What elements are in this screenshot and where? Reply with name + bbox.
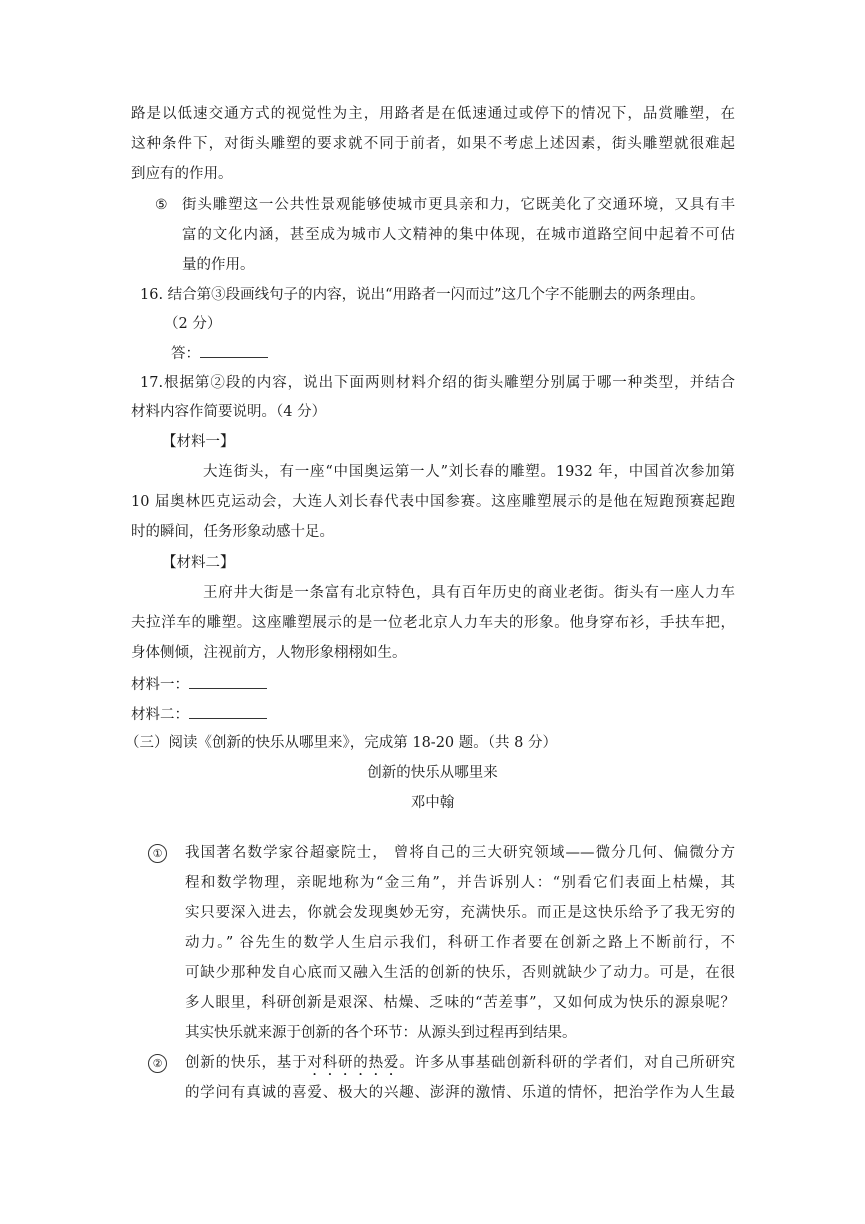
- text-line: 可缺少那种发自心底而又融入生活的创新的快乐，否则就缺少了动力。可是，在很: [185, 965, 735, 981]
- text-line: 10 届奥林匹克运动会，大连人刘长春代表中国参赛。这座雕塑展示的是他在短跑预赛起跑: [131, 494, 735, 510]
- text-line: [185, 1053, 735, 1075]
- text-line: 这种条件下，对街头雕塑的要求就不同于前者，如果不考虑上述因素，街头雕塑就很难起: [131, 136, 735, 152]
- answer-label: 答：: [171, 346, 200, 362]
- text-line: 街头雕塑这一公共性景观能够使城市更具亲和力，它既美化了交通环境，又具有丰: [182, 197, 735, 213]
- text-line: 其实快乐就来源于创新的各个环节：从源头到过程再到结果。: [185, 1025, 577, 1041]
- text-line: 身体侧倾，注视前方，人物形象栩栩如生。: [131, 645, 407, 661]
- answer-blank[interactable]: [189, 674, 267, 689]
- text-line: 量的作用。: [182, 257, 255, 273]
- text-line: 的学问有真诚的喜爱、极大的兴趣、澎湃的激情、乐道的情怀，把治学作为人生最: [185, 1085, 735, 1101]
- text-segment: 。许多从事基础创新科研的学者们，对自己所研究: [399, 1055, 735, 1071]
- paragraph-number: ①: [148, 844, 167, 863]
- question-17: 17.根据第②段的内容，说出下面两则材料介绍的街头雕塑分别属于哪一种类型，并结合: [140, 375, 735, 391]
- text-line: 富的文化内涵，甚至成为城市人文精神的集中体现，在城市道路空间中起着不可估: [182, 227, 735, 243]
- text-line: 大连街头，有一座“中国奥运第一人”刘长春的雕塑。1932 年，中国首次参加第: [203, 464, 735, 480]
- text-line: 材料内容作简要说明。（4 分）: [131, 404, 327, 420]
- material-1-title: 【材料一】: [162, 434, 235, 450]
- text-line: 夫拉洋车的雕塑。这座雕塑展示的是一位老北京人力车夫的形象。他身穿布衫，手扶车把，: [131, 615, 735, 631]
- answer-line: [171, 343, 268, 364]
- text-line: 路是以低速交通方式的视觉性为主，用路者是在低速通过或停下的情况下，品赏雕塑，在: [131, 106, 735, 122]
- paragraph-number: ②: [148, 1054, 167, 1073]
- text-line: 多人眼里，科研创新是艰深、枯燥、乏味的“苦差事”，又如何成为快乐的源泉呢？: [185, 995, 735, 1011]
- text-segment: 创新的快乐，基于: [185, 1055, 308, 1071]
- answer-line: [131, 704, 267, 725]
- text-line: 王府井大街是一条富有北京特色，具有百年历史的商业老街。街头有一座人力车: [203, 585, 735, 601]
- answer-label: 材料二：: [131, 707, 189, 723]
- text-line: 我国著名数学家谷超豪院士， 曾将自己的三大研究领域——微分几何、偏微分方: [185, 845, 735, 861]
- article-title: 创新的快乐从哪里来: [367, 765, 498, 781]
- section-intro: （三）阅读《创新的快乐从哪里来》，完成第 18-20 题。（共 8 分）: [125, 735, 557, 751]
- text-line: 时的瞬间，任务形象动感十足。: [131, 524, 334, 540]
- question-16: 16. 结合第③段画线句子的内容，说出“用路者一闪而过”这几个字不能删去的两条理由。: [140, 287, 705, 303]
- article-author: 邓中翰: [410, 795, 455, 811]
- emphasized-text: 对科研的热爱: [307, 1055, 400, 1071]
- text-line: 到应有的作用。: [131, 166, 233, 182]
- question-16-points: （2 分）: [164, 316, 222, 332]
- answer-line: [131, 674, 267, 695]
- answer-blank[interactable]: [200, 343, 268, 358]
- material-2-title: 【材料二】: [162, 555, 235, 571]
- text-line: 实只要深入进去，你就会发现奥妙无穷，充满快乐。而正是这快乐给予了我无穷的: [185, 905, 735, 921]
- paragraph-number: ⑤: [155, 197, 168, 213]
- answer-label: 材料一：: [131, 677, 189, 693]
- answer-blank[interactable]: [189, 704, 267, 719]
- text-line: 动力。” 谷先生的数学人生启示我们，科研工作者要在创新之路上不断前行，不: [185, 935, 735, 951]
- text-line: 程和数学物理，亲昵地称为“金三角”，并告诉别人：“别看它们表面上枯燥，其: [185, 875, 735, 891]
